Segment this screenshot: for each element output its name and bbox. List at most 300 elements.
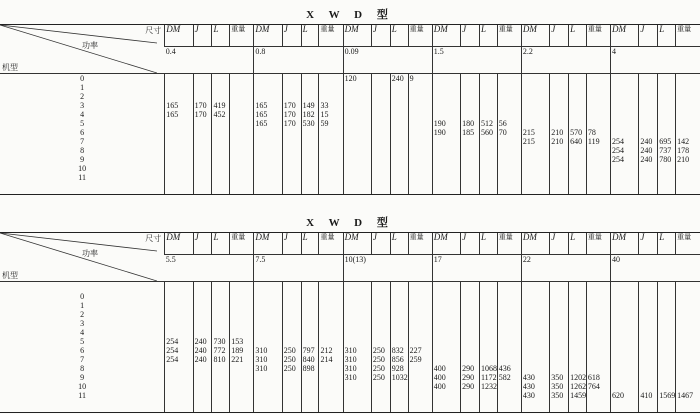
cell-value xyxy=(255,310,280,319)
cell-value xyxy=(410,301,431,310)
column-weight-values xyxy=(586,282,610,413)
cell-value xyxy=(523,110,548,119)
cell-value xyxy=(462,110,478,119)
model-number: 6 xyxy=(80,346,85,355)
cell-value xyxy=(551,74,567,83)
column-dm-values xyxy=(611,74,639,195)
cell-value xyxy=(345,319,370,328)
cell-value xyxy=(213,83,228,92)
table1-body-row xyxy=(0,74,700,195)
cell-value xyxy=(677,301,699,310)
cell-value xyxy=(570,328,585,337)
cell-value xyxy=(255,83,280,92)
cell-value xyxy=(677,292,699,301)
cell-value: 1262 xyxy=(570,381,587,391)
cell-value: 210 xyxy=(551,136,564,146)
cell-value: 530 xyxy=(302,118,315,128)
cell-value xyxy=(434,301,459,310)
column-label-l: L xyxy=(658,25,676,47)
cell-value xyxy=(462,74,478,83)
cell-value xyxy=(231,319,252,328)
cell-value: 170 xyxy=(283,118,296,128)
column-j-values xyxy=(371,282,390,413)
column-label-weight: 重量 xyxy=(497,233,521,255)
cell-value xyxy=(320,310,341,319)
cell-value xyxy=(373,337,389,346)
cell-value: 9 xyxy=(409,73,414,83)
cell-value xyxy=(612,128,637,137)
column-label-weight: 重量 xyxy=(408,233,432,255)
cell-value xyxy=(677,382,699,391)
cell-value xyxy=(499,74,520,83)
cell-value xyxy=(410,373,431,382)
cell-value xyxy=(345,310,370,319)
cell-value: 310 xyxy=(344,354,357,364)
model-number: 0 xyxy=(80,292,85,301)
cell-value: 350 xyxy=(551,372,564,382)
cell-value xyxy=(612,301,637,310)
cell-value xyxy=(213,319,228,328)
model-number: 6 xyxy=(80,128,85,137)
dimension-label: 尺寸 xyxy=(145,26,162,35)
column-l-values xyxy=(212,282,230,413)
cell-value xyxy=(659,382,674,391)
cell-value xyxy=(320,92,341,101)
column-dm-values xyxy=(521,282,549,413)
cell-value xyxy=(677,310,699,319)
power-value: 10(13) xyxy=(343,255,432,282)
cell-value xyxy=(195,301,211,310)
cell-value xyxy=(499,301,520,310)
cell-value xyxy=(320,83,341,92)
cell-value xyxy=(612,101,637,110)
cell-value xyxy=(499,101,520,110)
cell-value xyxy=(677,346,699,355)
cell-value xyxy=(231,74,252,83)
cell-value xyxy=(284,301,300,310)
column-label-weight: 重量 xyxy=(586,25,610,47)
cell-value: 832 xyxy=(391,345,404,355)
column-j-values xyxy=(461,282,480,413)
cell-value xyxy=(551,319,567,328)
cell-value: 1467 xyxy=(677,390,694,400)
cell-value xyxy=(640,346,656,355)
column-dm-values xyxy=(254,74,282,195)
cell-value xyxy=(410,310,431,319)
column-label-weight: 重量 xyxy=(586,233,610,255)
cell-value xyxy=(284,337,300,346)
cell-value xyxy=(659,301,674,310)
cell-value xyxy=(523,364,548,373)
cell-value xyxy=(551,355,567,364)
cell-value xyxy=(195,92,211,101)
column-label-dm: DM xyxy=(254,25,282,47)
cell-value xyxy=(612,310,637,319)
cell-value xyxy=(551,119,567,128)
cell-value xyxy=(551,328,567,337)
cell-value xyxy=(410,337,431,346)
cell-value xyxy=(303,92,318,101)
cell-value xyxy=(166,83,191,92)
cell-value xyxy=(373,328,389,337)
power-value: 5.5 xyxy=(165,255,254,282)
cell-value xyxy=(434,346,459,355)
cell-value xyxy=(462,92,478,101)
cell-value xyxy=(659,92,674,101)
cell-value: 290 xyxy=(462,372,475,382)
column-dm-values xyxy=(521,74,549,195)
cell-value: 620 xyxy=(612,390,625,400)
cell-value: 185 xyxy=(462,127,475,137)
cell-value xyxy=(255,74,280,83)
cell-value xyxy=(612,373,637,382)
column-label-j: J xyxy=(371,25,390,47)
cell-value xyxy=(677,119,699,128)
column-label-j: J xyxy=(193,25,212,47)
cell-value xyxy=(481,301,496,310)
column-l-values xyxy=(569,282,587,413)
cell-value xyxy=(166,319,191,328)
cell-value xyxy=(640,119,656,128)
cell-value xyxy=(462,310,478,319)
column-label-weight: 重量 xyxy=(319,233,343,255)
cell-value: 310 xyxy=(255,354,268,364)
cell-value: 165 xyxy=(255,118,268,128)
cell-value xyxy=(588,110,609,119)
column-weight-values xyxy=(497,282,521,413)
column-l-values xyxy=(390,282,408,413)
cell-value xyxy=(434,355,459,364)
cell-value xyxy=(588,364,609,373)
cell-value xyxy=(481,319,496,328)
cell-value: 254 xyxy=(612,145,625,155)
cell-value xyxy=(588,92,609,101)
cell-value xyxy=(677,83,699,92)
cell-value xyxy=(640,128,656,137)
cell-value xyxy=(345,292,370,301)
cell-value xyxy=(481,292,496,301)
cell-value: 290 xyxy=(462,381,475,391)
cell-value xyxy=(659,101,674,110)
cell-value: 350 xyxy=(551,390,564,400)
cell-value xyxy=(499,83,520,92)
cell-value: 1202 xyxy=(570,372,587,382)
cell-value: 856 xyxy=(391,354,404,364)
cell-value xyxy=(659,355,674,364)
cell-value: 1032 xyxy=(391,372,408,382)
cell-value xyxy=(481,337,496,346)
cell-value xyxy=(345,328,370,337)
cell-value xyxy=(481,74,496,83)
cell-value xyxy=(640,364,656,373)
cell-value xyxy=(320,292,341,301)
cell-value xyxy=(677,364,699,373)
model-number: 7 xyxy=(80,355,85,364)
cell-value: 350 xyxy=(551,381,564,391)
table1-model-list xyxy=(0,74,165,195)
cell-value xyxy=(434,292,459,301)
cell-value xyxy=(612,337,637,346)
cell-value xyxy=(551,364,567,373)
cell-value: 1459 xyxy=(570,390,587,400)
cell-value xyxy=(551,292,567,301)
cell-value: 310 xyxy=(344,363,357,373)
table2-body-row xyxy=(0,282,700,413)
column-label-weight: 重量 xyxy=(676,25,700,47)
cell-value xyxy=(677,92,699,101)
cell-value: 737 xyxy=(659,145,672,155)
column-j-values xyxy=(193,74,212,195)
column-label-l: L xyxy=(390,233,408,255)
column-label-l: L xyxy=(390,25,408,47)
cell-value xyxy=(551,110,567,119)
column-label-j: J xyxy=(282,233,301,255)
cell-value xyxy=(255,328,280,337)
cell-value xyxy=(677,373,699,382)
cell-value: 190 xyxy=(433,118,446,128)
cell-value: 310 xyxy=(344,372,357,382)
cell-value xyxy=(284,328,300,337)
cell-value: 240 xyxy=(640,136,653,146)
cell-value xyxy=(523,337,548,346)
column-dm-values xyxy=(611,282,639,413)
column-label-j: J xyxy=(371,233,390,255)
cell-value xyxy=(213,328,228,337)
column-j-values xyxy=(282,282,301,413)
cell-value: 210 xyxy=(677,154,690,164)
cell-value: 250 xyxy=(283,345,296,355)
cell-value xyxy=(303,310,318,319)
cell-value xyxy=(659,346,674,355)
cell-value xyxy=(570,301,585,310)
column-label-l: L xyxy=(658,233,676,255)
cell-value xyxy=(481,310,496,319)
cell-value xyxy=(677,328,699,337)
cell-value xyxy=(677,355,699,364)
cell-value xyxy=(499,328,520,337)
column-j-values xyxy=(461,74,480,195)
cell-value: 70 xyxy=(498,127,507,137)
cell-value: 400 xyxy=(433,372,446,382)
cell-value xyxy=(373,319,389,328)
cell-value xyxy=(284,83,300,92)
cell-value: 59 xyxy=(320,118,329,128)
cell-value xyxy=(303,319,318,328)
column-label-j: J xyxy=(282,25,301,47)
cell-value xyxy=(284,292,300,301)
column-label-j: J xyxy=(461,233,480,255)
cell-value xyxy=(640,74,656,83)
cell-value: 730 xyxy=(213,336,226,346)
cell-value xyxy=(588,74,609,83)
cell-value xyxy=(481,355,496,364)
cell-value: 695 xyxy=(659,136,672,146)
cell-value xyxy=(255,319,280,328)
dimension-label: 尺寸 xyxy=(145,234,162,243)
cell-value: 436 xyxy=(498,363,511,373)
cell-value xyxy=(588,301,609,310)
cell-value: 227 xyxy=(409,345,422,355)
cell-value: 182 xyxy=(302,109,315,119)
cell-value xyxy=(523,355,548,364)
column-label-dm: DM xyxy=(521,233,549,255)
cell-value xyxy=(373,74,389,83)
cell-value xyxy=(640,373,656,382)
cell-value xyxy=(523,83,548,92)
cell-value xyxy=(195,319,211,328)
cell-value: 250 xyxy=(372,354,385,364)
cell-value: 430 xyxy=(522,381,535,391)
cell-value: 170 xyxy=(194,100,207,110)
cell-value xyxy=(213,310,228,319)
cell-value xyxy=(499,346,520,355)
column-label-weight: 重量 xyxy=(676,233,700,255)
cell-value xyxy=(659,328,674,337)
cell-value: 1569 xyxy=(659,390,676,400)
cell-value: 618 xyxy=(587,372,600,382)
column-label-dm: DM xyxy=(165,233,193,255)
cell-value xyxy=(570,310,585,319)
cell-value: 189 xyxy=(231,345,244,355)
cell-value xyxy=(231,92,252,101)
cell-value xyxy=(588,355,609,364)
cell-value xyxy=(320,301,341,310)
model-label: 机型 xyxy=(2,63,18,72)
model-number: 10 xyxy=(78,164,87,173)
cell-value xyxy=(284,74,300,83)
cell-value: 165 xyxy=(166,109,179,119)
cell-value xyxy=(588,328,609,337)
cell-value: 250 xyxy=(372,345,385,355)
cell-value xyxy=(523,92,548,101)
model-number: 5 xyxy=(80,119,85,128)
cell-value xyxy=(462,346,478,355)
cell-value xyxy=(195,310,211,319)
cell-value: 840 xyxy=(302,354,315,364)
table1-corner-header xyxy=(0,25,165,74)
cell-value: 214 xyxy=(320,354,333,364)
cell-value: 180 xyxy=(462,118,475,128)
cell-value xyxy=(499,319,520,328)
cell-value xyxy=(523,346,548,355)
cell-value: 165 xyxy=(166,100,179,110)
column-label-j: J xyxy=(550,233,569,255)
cell-value xyxy=(284,310,300,319)
model-number: 4 xyxy=(80,110,85,119)
column-l-values xyxy=(658,282,676,413)
model-number: 1 xyxy=(80,301,85,310)
cell-value xyxy=(213,74,228,83)
column-weight-values xyxy=(676,74,700,195)
cell-value xyxy=(659,83,674,92)
column-dm-values xyxy=(165,282,193,413)
cell-value: 764 xyxy=(587,381,600,391)
table2-title: X W D 型 xyxy=(306,217,394,229)
column-label-l: L xyxy=(212,233,230,255)
column-dm-values xyxy=(343,74,371,195)
cell-value xyxy=(570,92,585,101)
column-label-dm: DM xyxy=(254,233,282,255)
cell-value: 15 xyxy=(320,109,329,119)
cell-value: 254 xyxy=(612,154,625,164)
cell-value xyxy=(462,83,478,92)
cell-value: 430 xyxy=(522,372,535,382)
column-label-l: L xyxy=(301,25,319,47)
cell-value xyxy=(523,101,548,110)
cell-value xyxy=(640,110,656,119)
model-number: 0 xyxy=(80,74,85,83)
column-j-values xyxy=(282,74,301,195)
power-value: 4 xyxy=(611,47,700,74)
cell-value xyxy=(303,337,318,346)
cell-value: 570 xyxy=(570,127,583,137)
cell-value xyxy=(612,319,637,328)
column-weight-values xyxy=(676,282,700,413)
cell-value xyxy=(677,110,699,119)
cell-value: 310 xyxy=(344,345,357,355)
cell-value: 120 xyxy=(344,73,357,83)
cell-value xyxy=(213,301,228,310)
cell-value: 142 xyxy=(677,136,690,146)
cell-value xyxy=(481,92,496,101)
cell-value xyxy=(499,110,520,119)
cell-value xyxy=(612,364,637,373)
cell-value: 560 xyxy=(480,127,493,137)
cell-value xyxy=(588,119,609,128)
column-label-l: L xyxy=(569,25,587,47)
cell-value xyxy=(303,83,318,92)
model-number: 3 xyxy=(80,319,85,328)
column-j-values xyxy=(371,74,390,195)
cell-value xyxy=(373,310,389,319)
cell-value xyxy=(551,83,567,92)
cell-value xyxy=(462,328,478,337)
cell-value: 772 xyxy=(213,345,226,355)
cell-value xyxy=(677,319,699,328)
cell-value xyxy=(659,337,674,346)
cell-value xyxy=(303,301,318,310)
cell-value: 240 xyxy=(640,145,653,155)
cell-value xyxy=(588,391,609,400)
column-label-j: J xyxy=(639,233,658,255)
cell-value xyxy=(523,319,548,328)
cell-value xyxy=(612,92,637,101)
spec-table-1 xyxy=(0,24,700,195)
cell-value xyxy=(410,364,431,373)
cell-value xyxy=(523,301,548,310)
cell-value xyxy=(392,328,407,337)
cell-value xyxy=(551,101,567,110)
cell-value xyxy=(677,128,699,137)
cell-value xyxy=(462,301,478,310)
cell-value xyxy=(320,319,341,328)
cell-value xyxy=(659,310,674,319)
cell-value: 810 xyxy=(213,354,226,364)
cell-value xyxy=(612,346,637,355)
model-number: 9 xyxy=(80,155,85,164)
cell-value xyxy=(551,337,567,346)
cell-value xyxy=(462,292,478,301)
cell-value xyxy=(570,319,585,328)
cell-value xyxy=(373,301,389,310)
column-l-values xyxy=(301,74,319,195)
column-label-dm: DM xyxy=(165,25,193,47)
cell-value xyxy=(570,364,585,373)
cell-value xyxy=(434,110,459,119)
cell-value xyxy=(588,319,609,328)
cell-value: 190 xyxy=(433,127,446,137)
model-number: 1 xyxy=(80,83,85,92)
